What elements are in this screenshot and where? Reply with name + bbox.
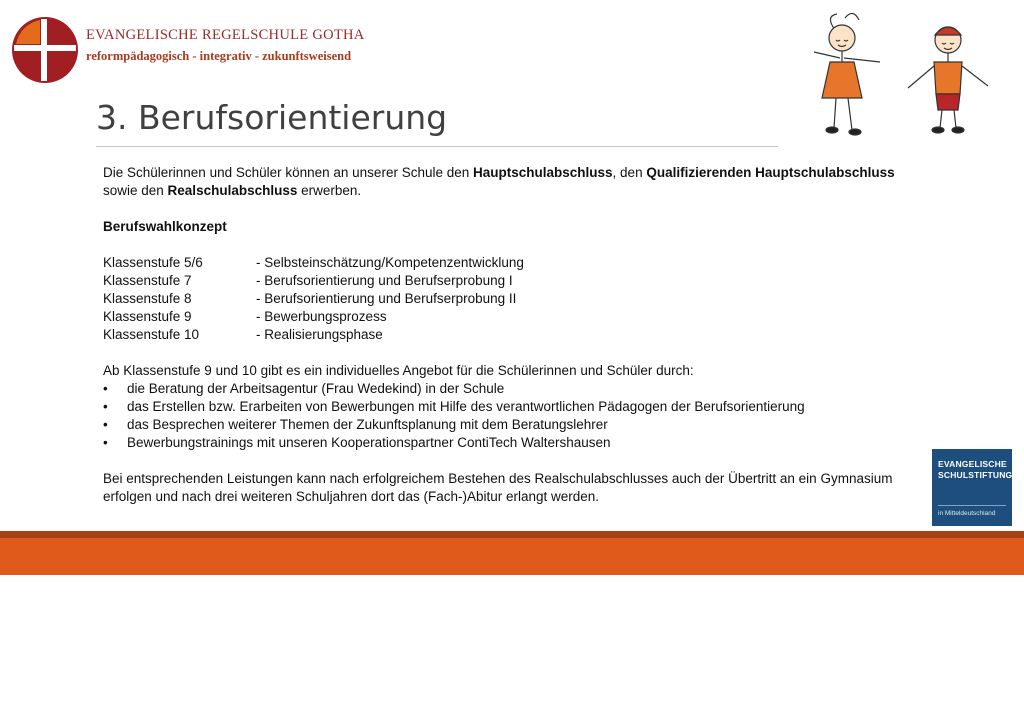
stage-row bbox=[103, 254, 903, 272]
list-item-text: Bewerbungstrainings mit unseren Kooperationspartner ContiTech Waltershausen bbox=[127, 435, 611, 450]
intro-text-1: Die Schülerinnen und Schüler können an unserer Schule den bbox=[103, 165, 473, 180]
footer-band-dark bbox=[0, 531, 1024, 538]
intro-paragraph bbox=[103, 164, 903, 200]
stage-row bbox=[103, 326, 903, 344]
stage-label: Klassenstufe 5/6 bbox=[103, 255, 203, 270]
children-illustration bbox=[800, 10, 1000, 140]
offer-intro: Ab Klassenstufe 9 und 10 gibt es ein individuelles Angebot für die Schülerinnen und Schüler durch: bbox=[103, 363, 694, 378]
school-logo-cross-icon bbox=[10, 15, 80, 85]
bullet-icon: • bbox=[103, 399, 108, 414]
stage-label: Klassenstufe 7 bbox=[103, 273, 192, 288]
stage-label: Klassenstufe 8 bbox=[103, 291, 192, 306]
bullet-icon: • bbox=[103, 435, 108, 450]
school-name: EVANGELISCHE REGELSCHULE GOTHA bbox=[86, 27, 365, 43]
closing-line-2: erfolgen und nach drei weiteren Schuljahren dort das (Fach-)Abitur erlangt werden. bbox=[103, 489, 600, 504]
footer-band bbox=[0, 538, 1024, 575]
stage-row bbox=[103, 290, 903, 308]
concept-heading: Berufswahlkonzept bbox=[103, 219, 227, 234]
stage-list bbox=[103, 254, 903, 344]
list-item-text: das Besprechen weiterer Themen der Zukunftsplanung mit dem Beratungslehrer bbox=[127, 417, 608, 432]
list-item bbox=[103, 380, 903, 398]
intro-bold-qualifizierender: Qualifizierenden Hauptschulabschluss bbox=[646, 165, 895, 180]
school-tagline: reformpädagogisch - integrativ - zukunftsweisend bbox=[86, 49, 352, 63]
offer-list bbox=[103, 380, 903, 452]
intro-bold-realschulabschluss: Realschulabschluss bbox=[167, 183, 298, 198]
intro-text-3: sowie den bbox=[103, 183, 168, 198]
stage-text: - Realisierungsphase bbox=[256, 327, 383, 342]
list-item bbox=[103, 416, 903, 434]
schulstiftung-logo bbox=[932, 449, 1012, 526]
intro-bold-hauptschulabschluss: Hauptschulabschluss bbox=[473, 165, 613, 180]
bullet-icon: • bbox=[103, 417, 108, 432]
slide-body bbox=[103, 164, 903, 506]
stage-text: - Berufsorientierung und Berufserprobung II bbox=[256, 291, 517, 306]
stage-text: - Selbsteinschätzung/Kompetenzentwicklung bbox=[256, 255, 524, 270]
school-logo bbox=[10, 15, 370, 85]
stage-row bbox=[103, 308, 903, 326]
title-divider bbox=[96, 146, 778, 147]
list-item-text: die Beratung der Arbeitsagentur (Frau Wedekind) in der Schule bbox=[127, 381, 505, 396]
slide-title: 3. Berufsorientierung bbox=[96, 98, 448, 137]
intro-text-4: erwerben. bbox=[297, 183, 362, 198]
stiftung-subtitle: in Mitteldeutschland bbox=[938, 510, 996, 517]
stiftung-divider bbox=[938, 505, 1006, 506]
stage-label: Klassenstufe 9 bbox=[103, 309, 192, 324]
stage-text: - Berufsorientierung und Berufserprobung I bbox=[256, 273, 513, 288]
stage-text: - Bewerbungsprozess bbox=[256, 309, 387, 324]
list-item bbox=[103, 434, 903, 452]
list-item-text: das Erstellen bzw. Erarbeiten von Bewerbungen mit Hilfe des verantwortlichen Pädagogen der Berufsorientierung bbox=[127, 399, 805, 414]
stage-label: Klassenstufe 10 bbox=[103, 327, 200, 342]
bullet-icon: • bbox=[103, 381, 108, 396]
stiftung-line-2: SCHULSTIFTUNG bbox=[938, 470, 1013, 480]
intro-text-2: , den bbox=[612, 165, 647, 180]
closing-line-1: Bei entsprechenden Leistungen kann nach erfolgreichem Bestehen des Realschulabschlusses auch der Übertritt an ein Gymnasium bbox=[103, 471, 893, 486]
list-item bbox=[103, 398, 903, 416]
stiftung-line-1: EVANGELISCHE bbox=[938, 459, 1007, 469]
stage-row bbox=[103, 272, 903, 290]
